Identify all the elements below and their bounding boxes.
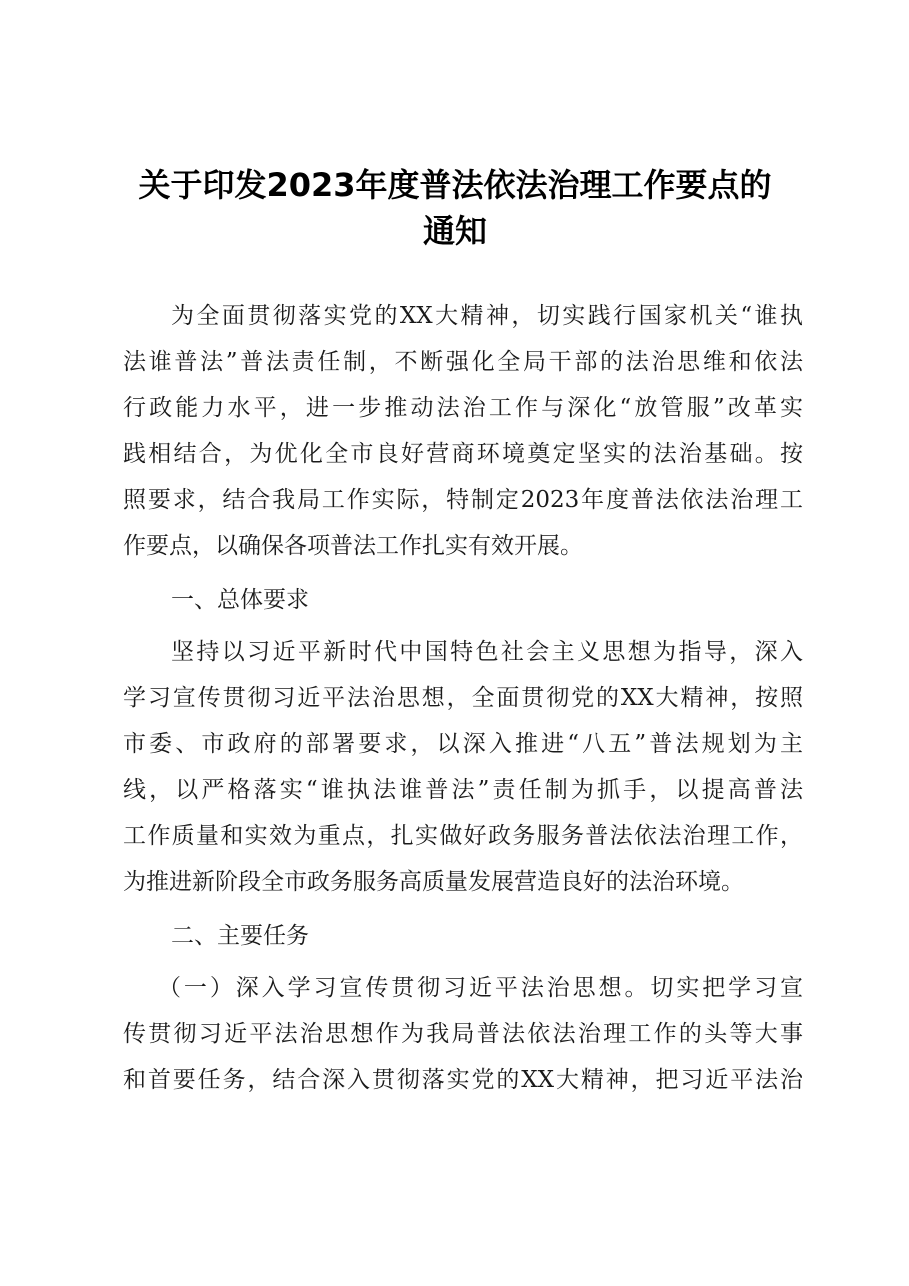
paragraph-1-line: 作要点，以确保各项普法工作扎实有效开展。 bbox=[123, 533, 583, 559]
paragraph-2-line: 坚持以习近平新时代中国特色社会主义思想为指导，深入 bbox=[171, 639, 803, 665]
section-heading-1: 一、总体要求 bbox=[171, 587, 309, 613]
paragraph-1-line: 践相结合，为优化全市良好营商环境奠定坚实的法治基础。按 bbox=[123, 441, 803, 467]
paragraph-2-line: 学习宣传贯彻习近平法治思想，全面贯彻党的XX大精神，按照 bbox=[123, 685, 803, 711]
paragraph-2-line: 工作质量和实效为重点，扎实做好政务服务普法依法治理工作， bbox=[123, 823, 803, 849]
paragraph-1-line: 法谁普法”普法责任制，不断强化全局干部的法治思维和依法 bbox=[123, 349, 803, 375]
paragraph-2-line: 市委、市政府的部署要求，以深入推进“八五”普法规划为主 bbox=[123, 731, 803, 757]
paragraph-3-line: 传贯彻习近平法治思想作为我局普法依法治理工作的头等大事 bbox=[123, 1021, 803, 1047]
paragraph-2-line: 为推进新阶段全市政务服务高质量发展营造良好的法治环境。 bbox=[123, 869, 744, 895]
paragraph-1-line: 为全面贯彻落实党的XX大精神，切实践行国家机关“谁执 bbox=[171, 303, 803, 329]
paragraph-3-line: 和首要任务，结合深入贯彻落实党的XX大精神，把习近平法治 bbox=[123, 1067, 803, 1093]
paragraph-3-line: （一）深入学习宣传贯彻习近平法治思想。切实把学习宣 bbox=[158, 975, 803, 1001]
document-title-line-1: 关于印发2023年度普法依法治理工作要点的 bbox=[138, 166, 772, 204]
document-title-line-2: 通知 bbox=[422, 212, 487, 250]
paragraph-1-line: 照要求，结合我局工作实际，特制定2023年度普法依法治理工 bbox=[123, 487, 803, 513]
paragraph-2-line: 线，以严格落实“谁执法谁普法”责任制为抓手，以提高普法 bbox=[123, 777, 803, 803]
paragraph-1-line: 行政能力水平，进一步推动法治工作与深化“放管服”改革实 bbox=[123, 395, 803, 421]
section-heading-2: 二、主要任务 bbox=[171, 923, 309, 949]
